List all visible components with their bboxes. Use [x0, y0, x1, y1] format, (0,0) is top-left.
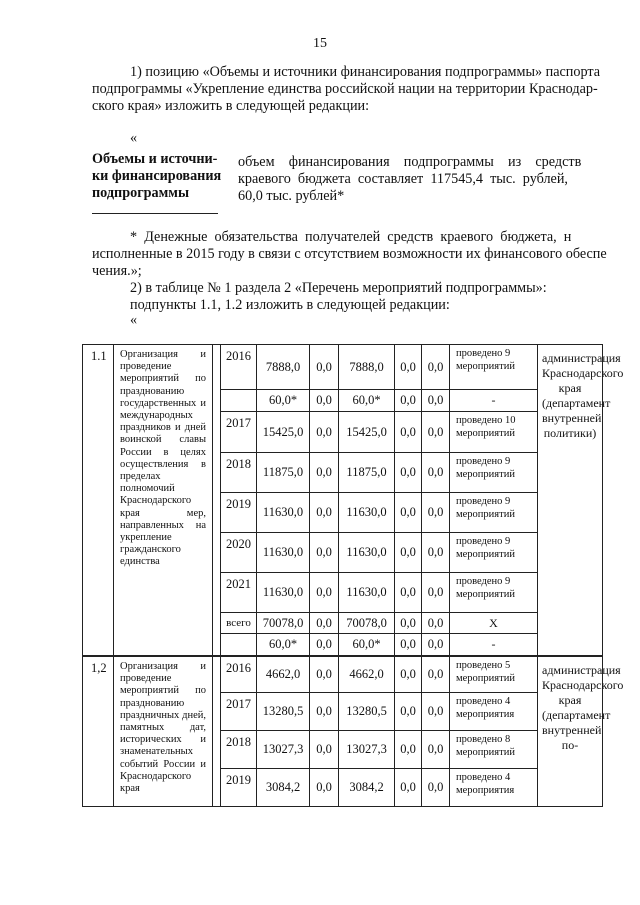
measure-name: Организация и проведение мероприятий по празднованию государственных и международных праздников и дней воинской славы России в целях осуществления в пределах полномочий Краснодарского края мер, направленных на укрепление гражданского единства: [114, 345, 213, 656]
year-cell: 2016: [221, 345, 257, 390]
footnote-separator: [92, 213, 218, 214]
result-cell: проведено 9 мероприятий: [450, 533, 538, 573]
other-cell: 0,0: [422, 769, 450, 807]
spacer-column: [213, 657, 221, 807]
federal-cell: 0,0: [310, 731, 339, 769]
other-cell: 0,0: [422, 634, 450, 656]
other-cell: 0,0: [422, 613, 450, 634]
executor-cell: администрация Краснодарского края (департамент внутренней политики): [538, 345, 603, 656]
measures-table-1: [82, 344, 624, 656]
intro-line-1: 1) позицию «Объемы и источники финансирования подпрограммы» паспорта: [130, 64, 601, 80]
total-cell: 7888,0: [257, 345, 310, 390]
other-cell: 0,0: [422, 533, 450, 573]
result-cell: проведено 9 мероприятий: [450, 573, 538, 613]
regional-cell: 11630,0: [339, 493, 395, 533]
result-cell: проведено 8 мероприятий: [450, 731, 538, 769]
total-cell: 15425,0: [257, 412, 310, 453]
year-cell: 2021: [221, 573, 257, 613]
year-cell: 2016: [221, 657, 257, 693]
regional-cell: 13027,3: [339, 731, 395, 769]
year-cell: 2017: [221, 693, 257, 731]
passport-label-2: ки финансирования: [92, 168, 222, 184]
footnote-line-1: * Денежные обязательства получателей средств краевого бюджета, н: [130, 229, 572, 245]
federal-cell: 0,0: [310, 573, 339, 613]
result-cell: -: [450, 634, 538, 656]
federal-cell: 0,0: [310, 453, 339, 493]
municipal-cell: 0,0: [395, 573, 422, 613]
passport-value-3: 60,0 тыс. рублей*: [238, 188, 345, 204]
year-cell: 2020: [221, 533, 257, 573]
section2-line-2: подпункты 1.1, 1.2 изложить в следующей редакции:: [130, 297, 450, 313]
year-cell-total: всего: [221, 613, 257, 634]
footnote-line-3: чения.»;: [92, 263, 142, 279]
year-cell: 2019: [221, 493, 257, 533]
other-cell: 0,0: [422, 693, 450, 731]
other-cell: 0,0: [422, 657, 450, 693]
regional-cell: 11630,0: [339, 573, 395, 613]
federal-cell: 0,0: [310, 769, 339, 807]
federal-cell: 0,0: [310, 390, 339, 412]
federal-cell: 0,0: [310, 345, 339, 390]
result-cell: проведено 4 мероприятия: [450, 769, 538, 807]
measure-name: Организация и проведение мероприятий по празднованию праздничных дней, памятных дат, исторических и знаменательных событий России и Краснодарского края: [114, 657, 213, 807]
federal-cell: 0,0: [310, 657, 339, 693]
intro-line-3: ского края» изложить в следующей редакции:: [92, 98, 370, 114]
regional-cell: 11875,0: [339, 453, 395, 493]
federal-cell: 0,0: [310, 693, 339, 731]
regional-cell: 60,0*: [339, 634, 395, 656]
municipal-cell: 0,0: [395, 345, 422, 390]
federal-cell: 0,0: [310, 634, 339, 656]
other-cell: 0,0: [422, 390, 450, 412]
municipal-cell: 0,0: [395, 412, 422, 453]
regional-cell: 4662,0: [339, 657, 395, 693]
result-cell: проведено 9 мероприятий: [450, 453, 538, 493]
regional-cell: 7888,0: [339, 345, 395, 390]
total-cell: 13027,3: [257, 731, 310, 769]
total-cell: 60,0*: [257, 390, 310, 412]
item-number: 1,2: [83, 657, 114, 807]
result-cell: проведено 4 мероприятия: [450, 693, 538, 731]
footnote-line-2: исполненные в 2015 году в связи с отсутствием возможности их финансового обеспе: [92, 246, 607, 262]
page-number: 15: [313, 36, 327, 51]
municipal-cell: 0,0: [395, 769, 422, 807]
regional-cell: 3084,2: [339, 769, 395, 807]
other-cell: 0,0: [422, 573, 450, 613]
result-cell: -: [450, 390, 538, 412]
executor-cell: администрация Краснодарского края (департамент внутренней по-: [538, 657, 603, 807]
result-cell: проведено 10 мероприятий: [450, 412, 538, 453]
result-cell: проведено 9 мероприятий: [450, 493, 538, 533]
other-cell: 0,0: [422, 345, 450, 390]
result-cell: проведено 5 мероприятий: [450, 657, 538, 693]
year-cell: [221, 634, 257, 656]
municipal-cell: 0,0: [395, 634, 422, 656]
municipal-cell: 0,0: [395, 390, 422, 412]
regional-cell: 13280,5: [339, 693, 395, 731]
federal-cell: 0,0: [310, 412, 339, 453]
total-cell: 3084,2: [257, 769, 310, 807]
other-cell: 0,0: [422, 731, 450, 769]
passport-value-2: краевого бюджета составляет 117545,4 тыс. рублей,: [238, 171, 568, 187]
passport-label-3: подпрограммы: [92, 185, 190, 201]
other-cell: 0,0: [422, 412, 450, 453]
year-cell: [221, 390, 257, 412]
total-cell: 11630,0: [257, 493, 310, 533]
passport-label-1: Объемы и источни-: [92, 151, 218, 167]
regional-cell: 70078,0: [339, 613, 395, 634]
measures-table-2: [82, 656, 624, 807]
item-number: 1.1: [83, 345, 114, 656]
result-cell: проведено 9 мероприятий: [450, 345, 538, 390]
section2-line-1: 2) в таблице № 1 раздела 2 «Перечень мероприятий подпрограммы»:: [130, 280, 547, 296]
municipal-cell: 0,0: [395, 731, 422, 769]
other-cell: 0,0: [422, 453, 450, 493]
municipal-cell: 0,0: [395, 533, 422, 573]
municipal-cell: 0,0: [395, 493, 422, 533]
passport-value-1: объем финансирования подпрограммы из средств: [238, 154, 582, 170]
total-cell: 11630,0: [257, 573, 310, 613]
year-cell: 2018: [221, 731, 257, 769]
total-cell: 70078,0: [257, 613, 310, 634]
municipal-cell: 0,0: [395, 657, 422, 693]
year-cell: 2018: [221, 453, 257, 493]
regional-cell: 11630,0: [339, 533, 395, 573]
intro-line-2: подпрограммы «Укрепление единства российской нации на территории Краснодар-: [92, 81, 598, 97]
municipal-cell: 0,0: [395, 453, 422, 493]
open-quote-1: «: [130, 130, 138, 146]
federal-cell: 0,0: [310, 613, 339, 634]
year-cell: 2017: [221, 412, 257, 453]
open-quote-2: «: [130, 312, 138, 328]
spacer-column: [213, 345, 221, 656]
municipal-cell: 0,0: [395, 613, 422, 634]
result-cell: Х: [450, 613, 538, 634]
regional-cell: 60,0*: [339, 390, 395, 412]
municipal-cell: 0,0: [395, 693, 422, 731]
total-cell: 11875,0: [257, 453, 310, 493]
total-cell: 4662,0: [257, 657, 310, 693]
total-cell: 13280,5: [257, 693, 310, 731]
regional-cell: 15425,0: [339, 412, 395, 453]
year-cell: 2019: [221, 769, 257, 807]
total-cell: 11630,0: [257, 533, 310, 573]
total-cell: 60,0*: [257, 634, 310, 656]
federal-cell: 0,0: [310, 493, 339, 533]
other-cell: 0,0: [422, 493, 450, 533]
federal-cell: 0,0: [310, 533, 339, 573]
